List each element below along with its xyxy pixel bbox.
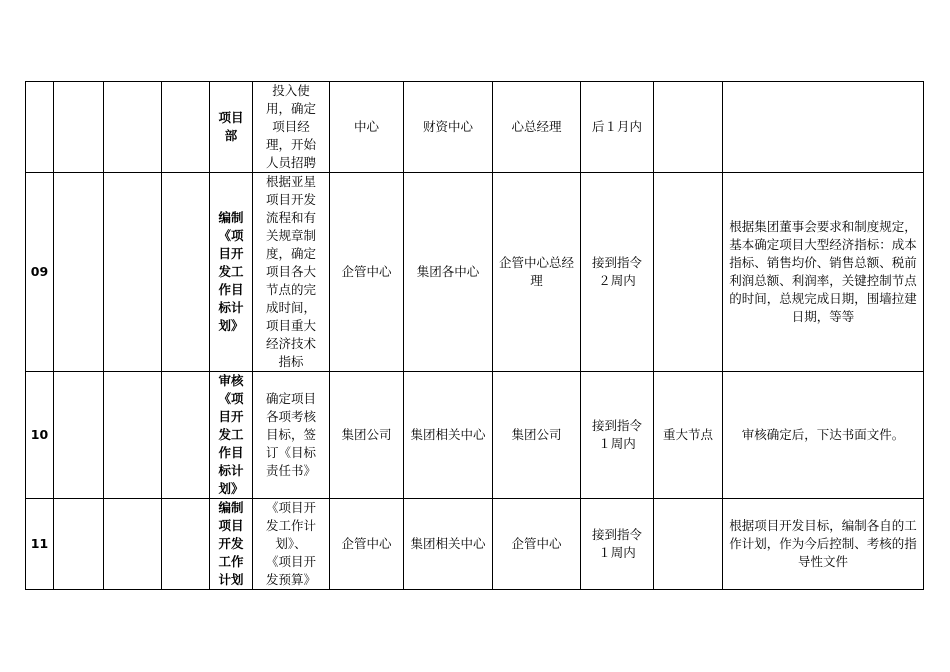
task-name-cell-line: 作目 (218, 445, 244, 460)
task-name-cell-line: 编制 (218, 210, 244, 225)
work-content-cell-line: 节点的完 (265, 282, 316, 297)
owner-cell: 中心 (330, 82, 404, 173)
owner-cell: 企管中心 (330, 173, 404, 372)
work-content-cell-line: 人员招聘 (265, 155, 316, 170)
task-name-cell-line: 项目 (218, 110, 244, 125)
approver-cell: 企管中心总经理 (493, 173, 581, 372)
row-number-cell: 09 (26, 173, 54, 372)
task-name-cell-line: 标计 (218, 463, 244, 478)
work-content-cell-line: 投入使 (272, 83, 310, 98)
work-content-cell-line: 目标，签 (265, 427, 316, 442)
work-content-cell-line: 成时间， (265, 300, 316, 315)
approver-cell: 集团公司 (493, 372, 581, 499)
work-content-cell-line: 度，确定 (265, 246, 316, 261)
empty-cell (104, 173, 162, 372)
approver-cell: 企管中心 (493, 499, 581, 590)
task-name-cell-line: 编制 (218, 500, 244, 515)
work-content-cell-line: 确定项目 (265, 391, 316, 406)
milestone-cell (654, 499, 723, 590)
milestone-cell: 重大节点 (654, 372, 723, 499)
task-name-cell-line: 工作 (218, 554, 244, 569)
work-content-cell-line: 项目重大 (265, 318, 316, 333)
empty-cell (54, 372, 104, 499)
task-name-cell-line: 划》 (218, 318, 244, 333)
work-content-cell-line: 项目经 (272, 119, 310, 134)
work-content-cell-line: 根据亚星 (265, 174, 316, 189)
description-cell: 根据集团董事会要求和制度规定，基本确定项目大型经济指标：成本指标、销售均价、销售总额、税前利润总额、利润率，关键控制节点的时间，总规完成日期，围墙拉建日期，等等 (723, 173, 924, 372)
empty-cell (54, 499, 104, 590)
work-content-cell (253, 82, 330, 173)
task-name-cell (210, 173, 253, 372)
work-content-cell-line: 订《目标 (265, 445, 316, 460)
deadline-cell-line: 接到指令 (591, 527, 642, 542)
approver-cell: 心总经理 (493, 82, 581, 173)
deadline-cell-line: ２周内 (598, 273, 636, 288)
work-content-cell-line: 流程和有 (265, 210, 316, 225)
empty-cell (54, 82, 104, 173)
task-name-cell-line: 目开 (218, 246, 244, 261)
task-name-cell-line: 发工 (218, 427, 244, 442)
description-cell (723, 82, 924, 173)
empty-cell (54, 173, 104, 372)
empty-cell (162, 82, 210, 173)
work-content-cell-line: 《项目开 (265, 554, 316, 569)
task-name-cell-line: 部 (224, 128, 238, 143)
work-content-cell (253, 372, 330, 499)
empty-cell (104, 372, 162, 499)
table-row (26, 173, 924, 372)
owner-cell: 企管中心 (330, 499, 404, 590)
milestone-cell (654, 173, 723, 372)
milestone-cell (654, 82, 723, 173)
deadline-cell (581, 82, 654, 173)
table-row (26, 372, 924, 499)
empty-cell (162, 372, 210, 499)
deadline-cell (581, 173, 654, 372)
work-content-cell-line: 项目各大 (265, 264, 316, 279)
work-content-cell-line: 各项考核 (265, 409, 316, 424)
deadline-cell-line: 后１月内 (591, 119, 642, 134)
description-cell: 根据项目开发目标，编制各自的工作计划，作为今后控制、考核的指导性文件 (723, 499, 924, 590)
empty-cell (104, 82, 162, 173)
deadline-cell-line: 接到指令 (591, 255, 642, 270)
work-content-cell-line: 经济技术 (265, 336, 316, 351)
task-name-cell-line: 《项 (218, 391, 244, 406)
row-number-cell: 11 (26, 499, 54, 590)
deadline-cell-line: 接到指令 (591, 418, 642, 433)
empty-cell (162, 173, 210, 372)
deadline-cell-line: １周内 (598, 545, 636, 560)
work-content-cell-line: 发工作计 (265, 518, 316, 533)
work-content-cell-line: 《项目开 (265, 500, 316, 515)
deadline-cell (581, 499, 654, 590)
task-name-cell-line: 计划 (218, 572, 244, 587)
work-content-cell-line: 关规章制 (265, 228, 316, 243)
task-name-cell-line: 开发 (218, 536, 244, 551)
work-plan-table (25, 81, 924, 590)
cooperator-cell: 集团相关中心 (404, 372, 493, 499)
task-name-cell-line: 标计 (218, 300, 244, 315)
cooperator-cell: 财资中心 (404, 82, 493, 173)
work-content-cell-line: 指标 (278, 354, 304, 369)
deadline-cell-line: １周内 (598, 436, 636, 451)
owner-cell: 集团公司 (330, 372, 404, 499)
task-name-cell-line: 发工 (218, 264, 244, 279)
task-name-cell-line: 审核 (218, 373, 244, 388)
work-content-cell-line: 发预算》 (265, 572, 316, 587)
work-content-cell-line: 责任书》 (265, 463, 316, 478)
deadline-cell (581, 372, 654, 499)
work-content-cell-line: 用，确定 (265, 101, 316, 116)
task-name-cell-line: 作目 (218, 282, 244, 297)
work-content-cell-line: 项目开发 (265, 192, 316, 207)
empty-cell (104, 499, 162, 590)
task-name-cell (210, 499, 253, 590)
cooperator-cell: 集团相关中心 (404, 499, 493, 590)
task-name-cell-line: 划》 (218, 481, 244, 496)
description-cell: 审核确定后，下达书面文件。 (723, 372, 924, 499)
work-content-cell (253, 173, 330, 372)
work-content-cell (253, 499, 330, 590)
task-name-cell-line: 目开 (218, 409, 244, 424)
work-content-cell-line: 划》、 (275, 536, 307, 551)
cooperator-cell: 集团各中心 (404, 173, 493, 372)
row-number-cell: 10 (26, 372, 54, 499)
task-name-cell (210, 82, 253, 173)
task-name-cell-line: 《项 (218, 228, 244, 243)
empty-cell (162, 499, 210, 590)
work-content-cell-line: 理，开始 (265, 137, 316, 152)
task-name-cell-line: 项目 (218, 518, 244, 533)
task-name-cell (210, 372, 253, 499)
row-number-cell (26, 82, 54, 173)
table-row (26, 82, 924, 173)
table-row (26, 499, 924, 590)
